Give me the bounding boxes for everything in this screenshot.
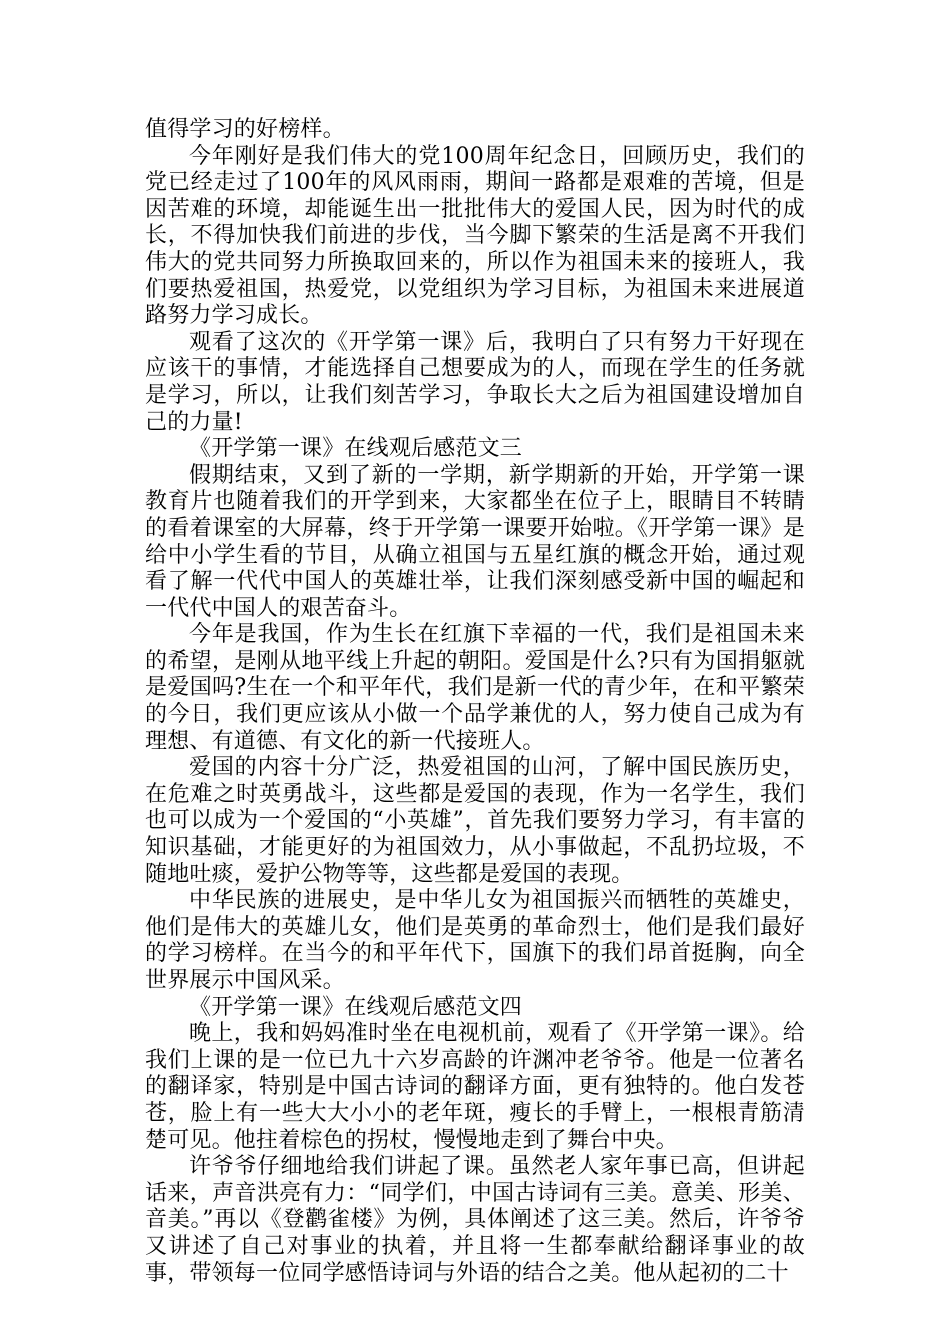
- paragraph: 今年是我国，作为生长在红旗下幸福的一代，我们是祖国未来的希望，是刚从地平线上升起的朝阳。爱国是什么?只有为国捐躯就是爱国吗?生在一个和平年代，我们是新一代的青少年，在和平繁荣的今日，我们更应该从小做一个品学兼优的人，努力使自己成为有理想、有道德、有文化的新一代接班人。: [145, 622, 805, 754]
- paragraph-continuation: 值得学习的好榜样。: [145, 117, 345, 142]
- paragraph: 晚上，我和妈妈准时坐在电视机前，观看了《开学第一课》。给我们上课的是一位已九十六岁高龄的许渊冲老爷爷。他是一位著名的翻译家，特别是中国古诗词的翻译方面，更有独特的。他白发苍苍，脸上有一些大大小小的老年斑，瘦长的手臂上，一根根青筋清楚可见。他拄着棕色的拐杖，慢慢地走到了舞台中央。: [145, 1021, 805, 1153]
- paragraph: 许爷爷仔细地给我们讲起了课。虽然老人家年事已高，但讲起话来，声音洪亮有力：“同学们，中国古诗词有三美。意美、形美、音美。”再以《登鹳雀楼》为例，具体阐述了这三美。然后，许爷爷又讲述了自己对事业的执着，并且将一生都奉献给翻译事业的故事，带领每一位同学感悟诗词与外语的结合之美。他从起初的二十: [145, 1154, 805, 1286]
- paragraph: 观看了这次的《开学第一课》后，我明白了只有努力干好现在应该干的事情，才能选择自己想要成为的人，而现在学生的任务就是学习，所以，让我们刻苦学习，争取长大之后为祖国建设增加自己的力量!: [145, 329, 805, 435]
- paragraph: 爱国的内容十分广泛，热爱祖国的山河，了解中国民族历史，在危难之时英勇战斗，这些都是爱国的表现，作为一名学生，我们也可以成为一个爱国的“小英雄”，首先我们要努力学习，有丰富的知识基础，才能更好的为祖国效力，从小事做起，不乱扔垃圾，不随地吐痰，爱护公物等等，这些都是爱国的表现。: [145, 755, 805, 887]
- paragraph: 假期结束，又到了新的一学期，新学期新的开始，开学第一课教育片也随着我们的开学到来，大家都坐在位子上，眼睛目不转睛的看着课室的大屏幕，终于开学第一课要开始啦。《开学第一课》是给中小学生看的节目，从确立祖国与五星红旗的概念开始，通过观看了解一代代中国人的英雄壮举，让我们深刻感受新中国的崛起和一代代中国人的艰苦奋斗。: [145, 462, 805, 621]
- section-heading: 《开学第一课》在线观后感范文四: [189, 994, 523, 1020]
- paragraph: 今年刚好是我们伟大的党100周年纪念日，回顾历史，我们的党已经走过了100年的风风雨雨，期间一路都是艰难的苦境，但是因苦难的环境，却能诞生出一批批伟大的爱国人民，因为时代的成长，不得加快我们前进的步伐，当今脚下繁荣的生活是离不开我们伟大的党共同努力所换取回来的，所以作为祖国未来的接班人，我们要热爱祖国，热爱党，以党组织为学习目标，为祖国未来进展道路努力学习成长。: [145, 143, 805, 329]
- document-body: [145, 117, 805, 1287]
- section-heading: 《开学第一课》在线观后感范文三: [189, 436, 523, 462]
- paragraph: 中华民族的进展史，是中华儿女为祖国振兴而牺牲的英雄史，他们是伟大的英雄儿女，他们是英勇的革命烈士，他们是我们最好的学习榜样。在当今的和平年代下，国旗下的我们昂首挺胸，向全世界展示中国风采。: [145, 888, 805, 993]
